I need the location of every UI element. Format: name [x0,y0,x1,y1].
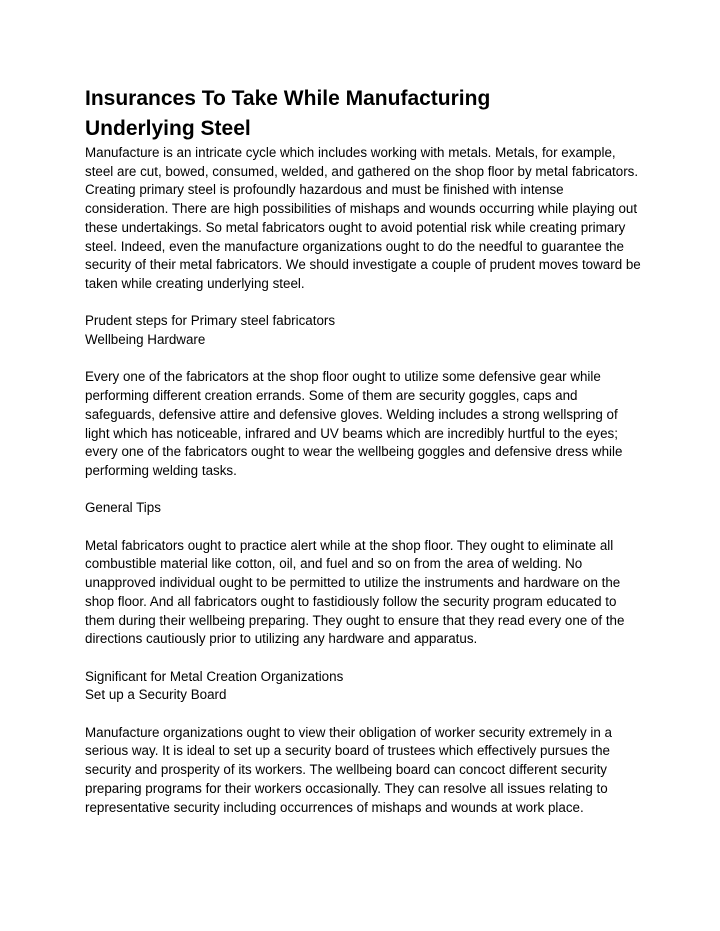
spacer [85,294,645,313]
heading-prudent-steps: Prudent steps for Primary steel fabricators [85,313,336,329]
heading-security-board: Set up a Security Board [85,687,227,703]
spacer [85,481,645,500]
heading-general-tips: General Tips [85,500,161,516]
intro-paragraph: Manufacture is an intricate cycle which includes working with metals. Metals, for example, steel are cut, bowed, consumed, welded, and gathered on the shop floor by metal fabricators. Creating primary steel is profoundly hazardous and must be finished with intense consideration. There are high possibilities of mishaps and wounds occurring while playing out these undertakings. So metal fabricators ought to avoid potential risk while creating primary steel. Indeed, even the manufacture organizations ought to do the needful to guarantee the security of their metal fabricators. We should investigate a couple of prudent moves toward be taken while creating underlying steel. [85,145,641,291]
general-tips-paragraph: Metal fabricators ought to practice alert while at the shop floor. They ought to eliminate all combustible material like cotton, oil, and fuel and so on from the area of welding. No unapproved individual ought to be permitted to utilize the instruments and hardware on the shop floor. And all fabricators ought to fastidiously follow the security program educated to them during their wellbeing preparing. They ought to ensure that they read every one of the directions cautiously prior to utilizing any hardware and apparatus. [85,537,625,647]
heading-wellbeing-hardware: Wellbeing Hardware [85,332,206,348]
document-page [85,84,645,817]
heading-significant: Significant for Metal Creation Organizations [85,668,344,684]
spacer [85,705,645,724]
security-board-paragraph: Manufacture organizations ought to view their obligation of worker security extremely in a serious way. It is ideal to set up a security board of trustees which effectively pursues the security and prosperity of its workers. The wellbeing board can concoct different security preparing programs for their workers occasionally. They can resolve all issues relating to representative security including occurrences of mishaps and wounds at work place. [85,724,612,815]
spacer [85,350,645,369]
document-title: Insurances To Take While Manufacturing Underlying Steel [85,87,491,140]
spacer [85,649,645,668]
spacer [85,518,645,537]
wellbeing-paragraph: Every one of the fabricators at the shop floor ought to utilize some defensive gear while performing different creation errands. Some of them are security goggles, caps and safeguards, defensive attire and defensive gloves. Welding includes a strong wellspring of light which has noticeable, infrared and UV beams which are incredibly hurtful to the eyes; every one of the fabricators ought to wear the wellbeing goggles and defensive dress while performing welding tasks. [85,369,623,478]
